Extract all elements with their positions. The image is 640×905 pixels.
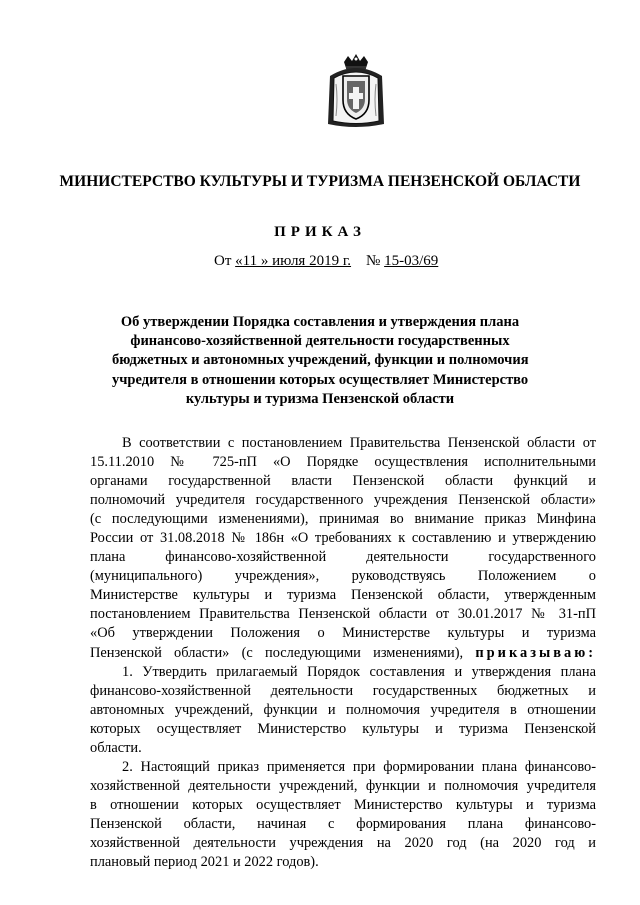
preamble-line: постановлением Правительства Пензенской области от 30.01.2017 № 31-пП	[90, 606, 596, 623]
preamble-line: плана финансово-хозяйственной деятельности государственного	[90, 549, 596, 566]
order-word: приказываю:	[475, 644, 596, 661]
preamble-line: полномочий учредителя государственного учреждения Пензенской области»	[90, 492, 596, 509]
item-1-line: области.	[90, 739, 142, 756]
preamble-last-text: Пензенской области» (с последующими изменениями),	[90, 644, 464, 661]
preamble-line: 15.11.2010 № 725-пП «О Порядке осуществления исполнительными	[90, 454, 596, 471]
item-2-line: хозяйственной деятельности учреждений, функции и полномочия учредителя	[90, 777, 596, 794]
ministry-heading: МИНИСТЕРСТВО КУЛЬТУРЫ И ТУРИЗМА ПЕНЗЕНСКОЙ ОБЛАСТИ	[59, 173, 581, 190]
document-type-title: ПРИКАЗ	[274, 224, 366, 240]
item-1-line: которых осуществляет Министерство культуры и туризма Пензенской	[90, 720, 596, 737]
subject-line: Об утверждении Порядка составления и утверждения плана	[120, 314, 520, 330]
preamble-line: (муниципального) учреждения», руководствуясь Положением о	[90, 568, 596, 585]
preamble-line: России от 31.08.2018 № 186н «О требованиях к составлению и утверждению	[90, 530, 596, 547]
item-2-line: плановый период 2021 и 2022 годов).	[90, 854, 319, 871]
order-number: 15-03/69	[384, 253, 439, 269]
subject-line: финансово-хозяйственной деятельности государственных	[130, 333, 510, 350]
item-1-line: финансово-хозяйственной деятельности государственных бюджетных и	[90, 682, 596, 699]
item-2-line: в отношении которых осуществляет Министерство культуры и туризма	[90, 796, 596, 813]
number-sign: №	[366, 253, 381, 269]
item-2-line: 2. Настоящий приказ применяется при формировании плана финансово-	[122, 758, 596, 775]
subject-line: культуры и туризма Пензенской области	[185, 390, 455, 407]
item-1-line: автономных учреждений, функции и полномочия учредителя в отношении	[90, 701, 596, 718]
subject-line: бюджетных и автономных учреждений, функции и полномочия	[112, 352, 529, 369]
preamble-line: органами государственной власти Пензенской области функций и	[90, 473, 596, 490]
preamble-line: В соответствии с постановлением Правительства Пензенской области от	[122, 435, 596, 451]
coat-of-arms-emblem	[326, 54, 386, 129]
item-2-line: Пензенской области, начиная с формирования плана финансово-	[90, 815, 596, 832]
item-1-line: 1. Утвердить прилагаемый Порядок составления и утверждения плана	[122, 663, 596, 680]
preamble-line: Министерстве культуры и туризма Пензенской области, утвержденным	[90, 587, 596, 604]
subject-line: учредителя в отношении которых осуществляет Министерство	[112, 371, 529, 388]
order-subject	[112, 313, 528, 409]
date-prefix: От	[214, 253, 232, 269]
preamble-line: (с последующими изменениями), принимая во внимание приказ Минфина	[90, 511, 596, 528]
preamble-final-line	[90, 644, 596, 663]
order-date: «11 » июля 2019 г.	[235, 253, 352, 269]
item-2-line: хозяйственной деятельности учреждения на 2020 год (на 2020 год и	[90, 834, 596, 851]
order-body	[90, 434, 596, 872]
preamble-line: «Об утверждении Положения о Министерстве культуры и туризма	[90, 625, 596, 642]
date-number-line	[214, 251, 438, 271]
